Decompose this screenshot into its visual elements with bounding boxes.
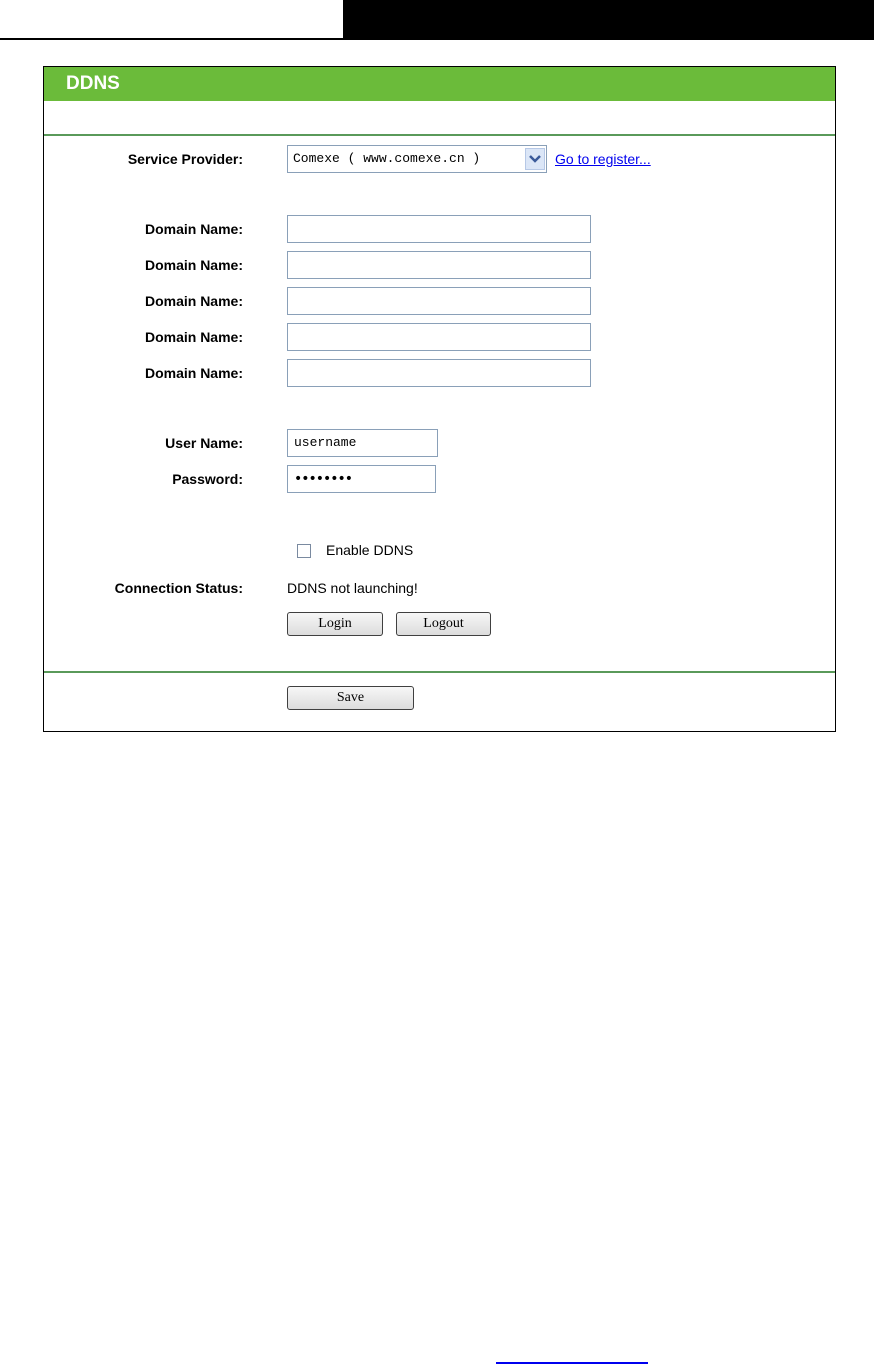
- domain-name-input-1[interactable]: [287, 215, 591, 243]
- domain-name-label-1: Domain Name:: [144, 221, 243, 237]
- go-to-register-link[interactable]: Go to register...: [555, 151, 651, 167]
- username-input[interactable]: username: [287, 429, 438, 457]
- password-input[interactable]: ••••••••: [287, 465, 436, 493]
- enable-ddns-label: Enable DDNS: [326, 542, 414, 558]
- username-label: User Name:: [165, 435, 243, 451]
- logout-button[interactable]: Logout: [396, 612, 491, 636]
- footer-link-underline: [496, 1362, 648, 1364]
- panel-title: DDNS: [66, 73, 120, 94]
- domain-name-input-4[interactable]: [287, 323, 591, 351]
- domain-name-input-5[interactable]: [287, 359, 591, 387]
- bottom-divider: [44, 671, 835, 673]
- connection-status-value: DDNS not launching!: [287, 580, 418, 596]
- domain-name-input-2[interactable]: [287, 251, 591, 279]
- save-button[interactable]: Save: [287, 686, 414, 710]
- ddns-panel: [43, 66, 836, 732]
- top-divider: [44, 134, 835, 136]
- service-provider-select[interactable]: [287, 145, 547, 173]
- connection-status-label: Connection Status:: [114, 580, 243, 596]
- service-provider-label: Service Provider:: [127, 151, 243, 167]
- enable-ddns-checkbox[interactable]: [297, 544, 311, 558]
- page-header-bar: [343, 0, 874, 38]
- domain-name-label-4: Domain Name:: [144, 329, 243, 345]
- chevron-down-icon[interactable]: [525, 148, 545, 170]
- login-button[interactable]: Login: [287, 612, 383, 636]
- panel-header: [44, 67, 835, 101]
- page-header-rule: [0, 38, 874, 40]
- domain-name-label-5: Domain Name:: [144, 365, 243, 381]
- domain-name-label-2: Domain Name:: [144, 257, 243, 273]
- domain-name-label-3: Domain Name:: [144, 293, 243, 309]
- password-label: Password:: [172, 471, 243, 487]
- domain-name-input-3[interactable]: [287, 287, 591, 315]
- service-provider-value: Comexe ( www.comexe.cn ): [293, 151, 481, 166]
